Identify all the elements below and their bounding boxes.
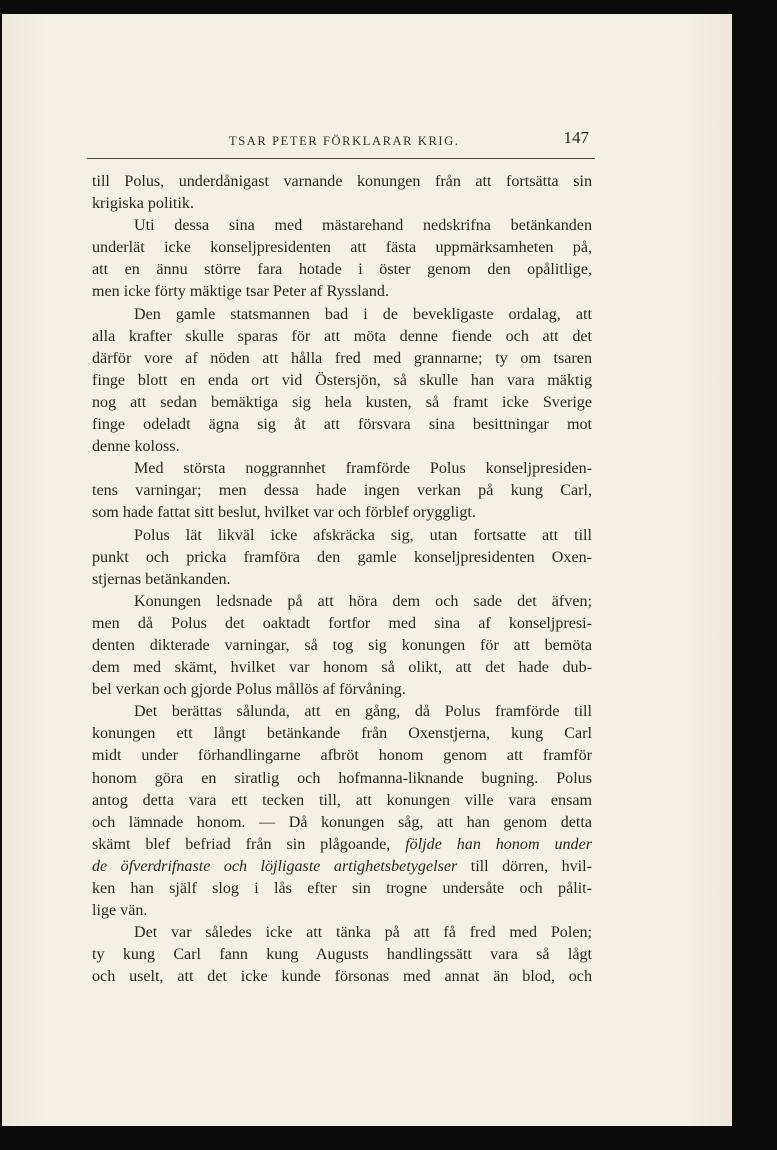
text-line: Polus lät likväl icke afskräcka sig, utan fortsatte att till	[134, 526, 592, 544]
text-line: Den gamle statsmannen bad i de bevekligaste ordalag, att	[134, 305, 592, 323]
text-line: alla krafter skulle sparas för att möta denne fiende och att det	[92, 327, 592, 345]
italic-text: följde han honom under	[405, 835, 593, 853]
text-line: att en ännu större fara hotade i öster genom den opålitlige,	[92, 261, 592, 279]
text-line: tens varningar; men dessa hade ingen verkan på kung Carl,	[92, 482, 592, 500]
text-line: punkt och pricka framföra den gamle konseljpresidenten Oxen-	[92, 548, 592, 566]
page-header	[87, 118, 595, 159]
body-text	[92, 171, 592, 988]
text-line: men då Polus det oaktadt fortfor med sina af konseljpresi-	[92, 614, 592, 632]
text-line: ken han själf slog i lås efter sin trogne undersåte och pålit-	[92, 880, 592, 897]
text-line	[92, 834, 592, 856]
text-line: denne koloss.	[92, 438, 180, 456]
text-segment: till dörren, hvil-	[457, 857, 592, 875]
text-line: underlät icke konseljpresidenten att fästa uppmärksamheten på,	[92, 239, 592, 257]
text-line: Med största noggrannhet framförde Polus konseljpresiden-	[134, 460, 592, 478]
text-line: Uti dessa sina med mästarehand nedskrifna betänkanden	[134, 217, 592, 235]
text-line: finge blott en enda ort vid Östersjön, så skulle han vara mäktig	[92, 371, 592, 389]
text-line: honom göra en siratlig och hofmanna-liknande bugning. Polus	[92, 769, 592, 787]
text-segment: skämt blef befriad från sin plågoande,	[92, 835, 406, 853]
running-title: TSAR PETER FÖRKLARAR KRIG.	[229, 134, 460, 148]
text-line: nog att sedan bemäktiga sig hela kusten, så framt icke Sverige	[92, 393, 592, 411]
text-line: antog detta vara ett tecken till, att konungen ville vara ensam	[92, 791, 592, 809]
italic-text: de öfverdrifnaste och löjligaste artighetsbetygelser	[92, 857, 458, 875]
text-line: ty kung Carl fann kung Augusts handlingssätt vara så lågt	[92, 946, 592, 964]
text-line: men icke förty mäktige tsar Peter af Ryssland.	[92, 283, 390, 301]
text-line: Det berättas sålunda, att en gång, då Polus framförde till	[134, 703, 592, 721]
text-line: finge odeladt ägna sig åt att försvara sina besittningar mot	[92, 416, 592, 434]
text-line: som hade fattat sitt beslut, hvilket var och förblef oryggligt.	[92, 504, 476, 522]
text-line: Konungen ledsnade på att höra dem och sade det äfven;	[134, 592, 592, 610]
text-line: därför vore af nöden att hålla fred med grannarne; ty om tsaren	[92, 349, 592, 367]
book-page	[2, 14, 732, 1126]
text-line: och uselt, att det icke kunde försonas med annat än blod, och	[92, 968, 592, 986]
text-line: bel verkan och gjorde Polus mållös af förvåning.	[92, 681, 406, 699]
text-line: konungen ett långt betänkande från Oxenstjerna, kung Carl	[92, 725, 592, 743]
text-line: lige vän.	[92, 902, 148, 920]
text-line: dem med skämt, hvilket var honom så olikt, att det hade dub-	[92, 659, 592, 677]
text-line: krigiska politik.	[92, 195, 194, 213]
text-line: och lämnade honom. — Då konungen såg, att han genom detta	[92, 813, 592, 831]
text-line: till Polus, underdånigast varnande konungen från att fortsätta sin	[92, 173, 592, 190]
text-line	[92, 856, 592, 878]
text-line: midt under förhandlingarne afbröt honom genom att framför	[92, 747, 592, 765]
page-number: 147	[563, 128, 589, 147]
text-line: Det var således icke att tänka på att få fred med Polen;	[134, 924, 592, 942]
text-line: stjernas betänkanden.	[92, 570, 231, 588]
text-line: denten dikterade varningar, så tog sig konungen för att bemöta	[92, 636, 592, 654]
